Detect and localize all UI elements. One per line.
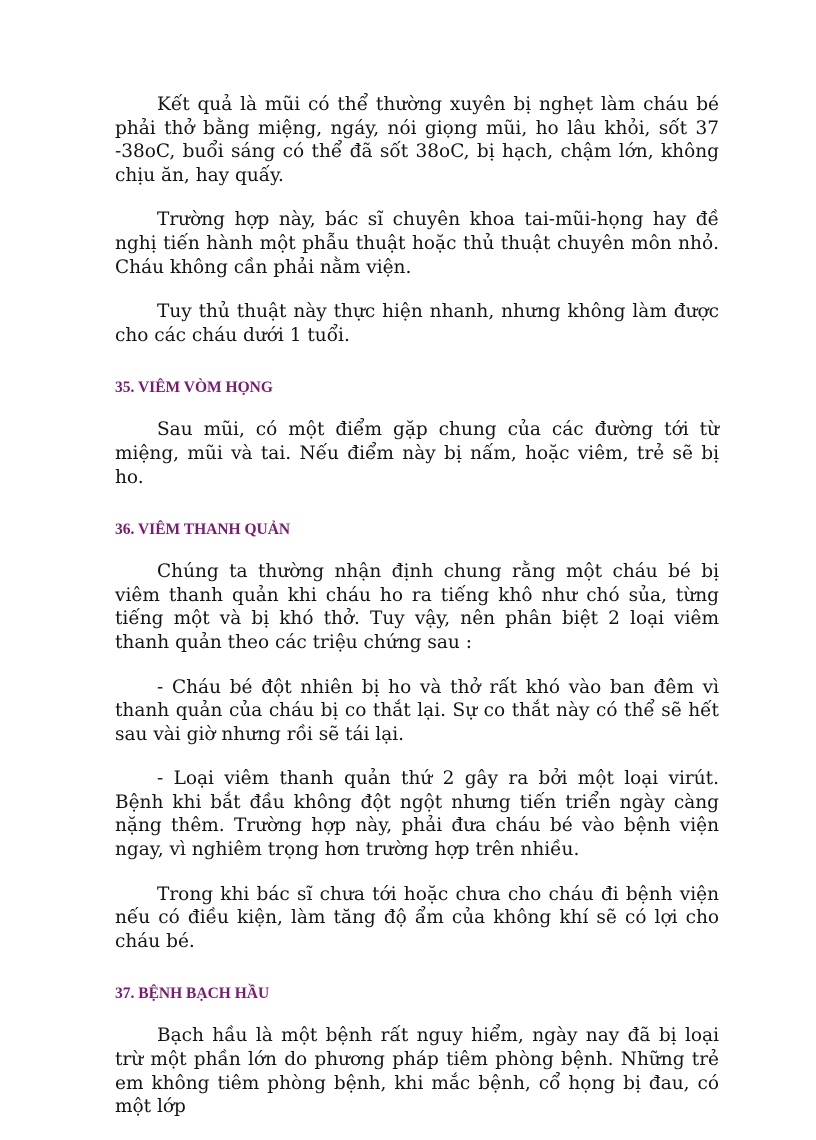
paragraph-humidity-advice: Trong khi bác sĩ chưa tới hoặc chưa cho cháu đi bệnh viện nếu có điều kiện, làm tăng độ ẩm của không khí sẽ có lợi cho cháu bé. bbox=[115, 883, 719, 952]
page-content bbox=[115, 93, 719, 1140]
paragraph-procedure-age-limit: Tuy thủ thuật này thực hiện nhanh, nhưng không làm được cho các cháu dưới 1 tuổi. bbox=[115, 301, 719, 346]
paragraph-laryngitis-type-2: - Loại viêm thanh quản thứ 2 gây ra bởi một loại virút. Bệnh khi bắt đầu không đột ngột nhưng tiến triển ngày càng nặng thêm. Trường hợp này, phải đưa cháu bé vào bệnh viện ngay, vì nghiêm trọng hơn trường hợp trên nhiều. bbox=[115, 768, 719, 861]
paragraph-laryngitis-intro: Chúng ta thường nhận định chung rằng một cháu bé bị viêm thanh quản khi cháu ho ra tiếng khô như chó sủa, từng tiếng một và bị khó thở. Tuy vậy, nên phân biệt 2 loại viêm thanh quản theo các triệu chứng sau : bbox=[115, 561, 719, 653]
paragraph-diphtheria: Bạch hầu là một bệnh rất nguy hiểm, ngày nay đã bị loại trừ một phần lớn do phương pháp tiêm phòng bệnh. Những trẻ em không tiêm phòng bệnh, khi mắc bệnh, cổ họng bị đau, có một lớp bbox=[115, 1025, 719, 1118]
section-heading-35: 35. VIÊM VÒM HỌNG bbox=[115, 379, 273, 397]
section-heading-36: 36. VIÊM THANH QUẢN bbox=[115, 521, 291, 539]
paragraph-laryngitis-type-1: - Cháu bé đột nhiên bị ho và thở rất khó vào ban đêm vì thanh quản của cháu bị co thắt lại. Sự co thắt này có thể sẽ hết sau vài giờ nhưng rồi sẽ tái lại. bbox=[115, 676, 719, 745]
section-heading-37: 37. BỆNH BẠCH HẦU bbox=[115, 985, 270, 1003]
paragraph-nasal-symptoms: Kết quả là mũi có thể thường xuyên bị nghẹt làm cháu bé phải thở bằng miệng, ngáy, nói giọng mũi, ho lâu khỏi, sốt 37 -38oC, buổi sáng có thể đã sốt 38oC, bị hạch, chậm lớn, không chịu ăn, hay quấy. bbox=[115, 94, 719, 186]
paragraph-ent-procedure: Trường hợp này, bác sĩ chuyên khoa tai-mũi-họng hay đề nghị tiến hành một phẫu thuật hoặc thủ thuật chuyên môn nhỏ. Cháu không cần phải nằm viện. bbox=[115, 209, 719, 278]
paragraph-nasopharynx: Sau mũi, có một điểm gặp chung của các đường tới từ miệng, mũi và tai. Nếu điểm này bị nấm, hoặc viêm, trẻ sẽ bị ho. bbox=[115, 419, 719, 488]
